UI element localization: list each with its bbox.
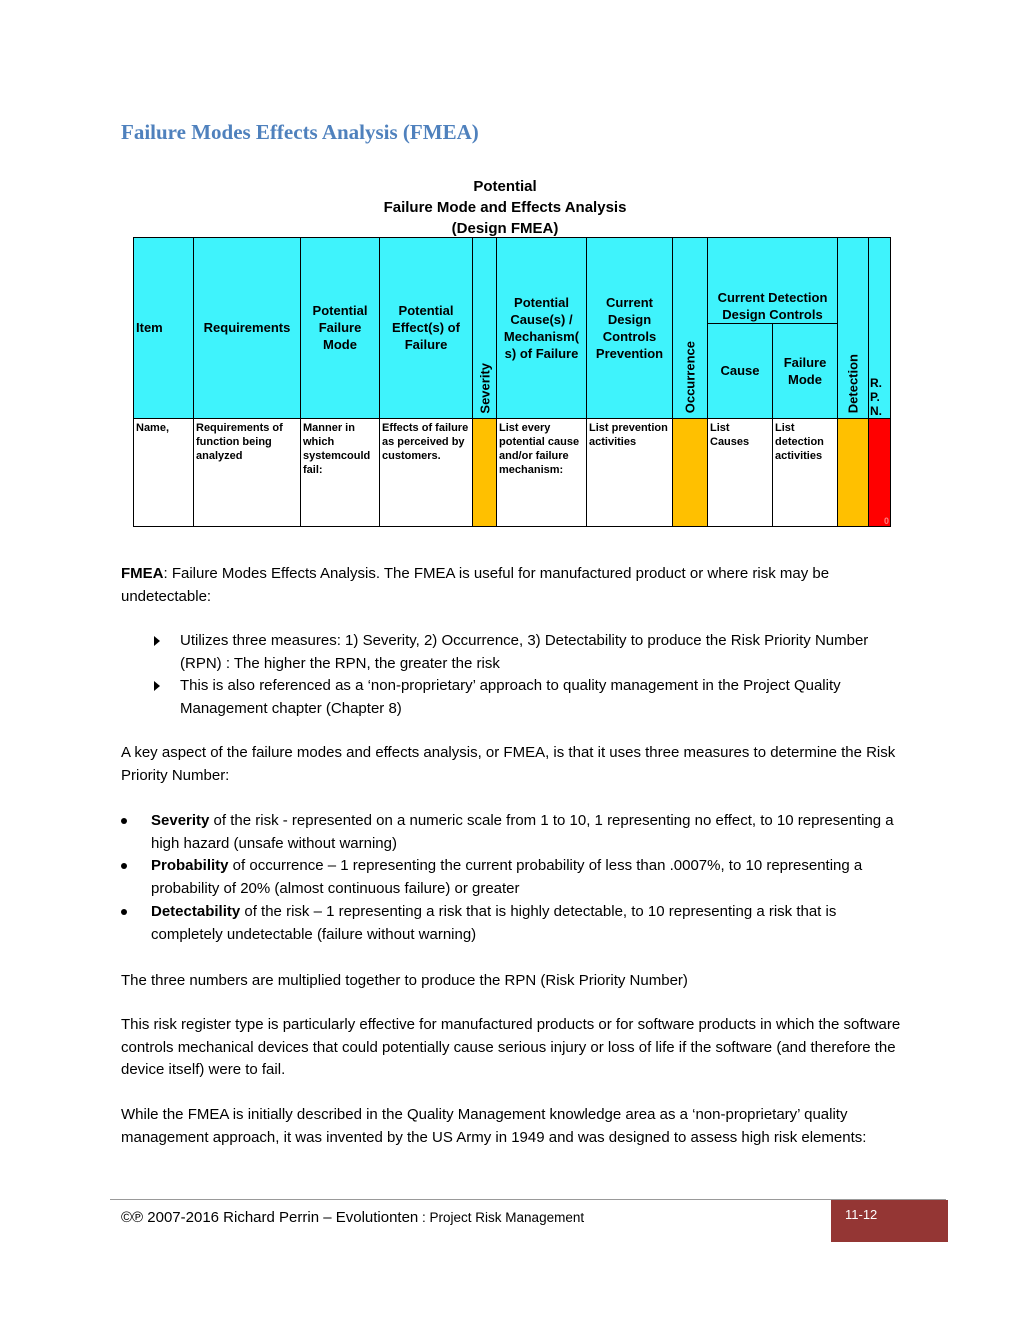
cell-causes: List every potential cause and/or failure mechanism: <box>497 418 587 526</box>
header-design-controls-prevention: Current Design Controls Prevention <box>587 238 673 419</box>
cell-severity <box>473 418 497 526</box>
footer <box>121 1208 584 1228</box>
form-title-line3: (Design FMEA) <box>451 220 559 237</box>
rpn-value: 0 <box>883 515 889 526</box>
arrow-right-icon <box>154 636 160 646</box>
cell-item: Name, <box>134 418 194 526</box>
form-title-line1: Potential <box>473 178 537 195</box>
list-item: Utilizes three measures: 1) Severity, 2) Occurrence, 3) Detectability to produce the Risk Priority Number (RPN) : The higher the RPN, the greater the risk <box>151 630 911 675</box>
cell-prevention: List prevention activities <box>587 418 673 526</box>
header-potential-failure-mode: Potential Failure Mode <box>301 238 380 419</box>
bullet-icon <box>121 818 127 824</box>
cell-detection-activities: List detection activities <box>773 418 838 526</box>
arrow-list <box>151 630 911 721</box>
cell-occurrence <box>673 418 708 526</box>
severity-label: Severity <box>477 362 492 414</box>
cell-requirements: Requirements of function being analyzed <box>194 418 301 526</box>
arrow-right-icon <box>154 681 160 691</box>
list-item: Detectability of the risk – 1 representing a risk that is highly detectable, to 10 representing a risk that is completely undetectable (failure without warning) <box>121 901 911 946</box>
bullet-icon <box>121 863 127 869</box>
cell-effects: Effects of failure as perceived by customers. <box>380 418 473 526</box>
header-failure-mode: Failure Mode <box>773 323 838 418</box>
list-item: This is also referenced as a ‘non-proprietary’ approach to quality management in the Project Quality Management chapter (Chapter 8) <box>151 675 911 720</box>
header-rpn: R. P. N. <box>869 238 891 419</box>
list-item: Severity of the risk - represented on a numeric scale from 1 to 10, 1 representing no effect, to 10 representing a high hazard (unsafe without warning) <box>121 810 911 855</box>
footer-divider <box>110 1199 946 1200</box>
header-occurrence <box>673 238 708 419</box>
fmea-definition-text: : Failure Modes Effects Analysis. The FMEA is useful for manufactured product or where risk may be undetectable: <box>121 565 830 605</box>
list-item: Probability of occurrence – 1 representing the current probability of less than .0007%, to 10 representing a probability of 20% (almost continuous failure) or greater <box>121 855 911 900</box>
header-current-detection-design-controls: Current Detection Design Controls <box>708 289 838 324</box>
occurrence-label: Occurrence <box>682 341 698 414</box>
header-severity <box>473 238 497 419</box>
three-numbers-paragraph: The three numbers are multiplied together to produce the RPN (Risk Priority Number) <box>121 972 688 989</box>
fmea-definition <box>121 563 911 608</box>
footer-subject: : Project Risk Management <box>418 1210 585 1225</box>
header-detection <box>838 238 869 419</box>
footer-copyright: ©℗ 2007-2016 Richard Perrin – Evolutionten <box>121 1209 419 1226</box>
cell-failure-mode: Manner in which systemcould fail: <box>301 418 380 526</box>
header-potential-effects: Potential Effect(s) of Failure <box>380 238 473 419</box>
form-title <box>250 176 760 239</box>
cell-rpn <box>869 418 891 526</box>
header-item: Item <box>134 238 194 419</box>
detection-label: Detection <box>845 354 861 414</box>
fmea-history-paragraph: While the FMEA is initially described in the Quality Management knowledge area as a ‘non-proprietary’ quality management approach, it was invented by the US Army in 1949 and was designed to assess high risk elements: <box>121 1106 867 1146</box>
page-title: Failure Modes Effects Analysis (FMEA) <box>121 120 479 144</box>
header-potential-causes: Potential Cause(s) / Mechanism( s) of Failure <box>497 238 587 419</box>
bullet-icon <box>121 909 127 915</box>
header-cause: Cause <box>708 323 773 418</box>
header-requirements: Requirements <box>194 238 301 419</box>
page-number-badge: 11-12 <box>831 1200 948 1242</box>
key-aspect-paragraph: A key aspect of the failure modes and effects analysis, or FMEA, is that it uses three measures to determine the Risk Priority Number: <box>121 744 896 784</box>
measures-list <box>121 810 911 946</box>
form-title-line2: Failure Mode and Effects Analysis <box>383 199 627 216</box>
fmea-term: FMEA <box>121 565 164 582</box>
cell-cause: List Causes <box>708 418 773 526</box>
fmea-table <box>133 237 891 527</box>
cell-detection <box>838 418 869 526</box>
register-type-paragraph: This risk register type is particularly effective for manufactured products or for software products in which the software controls mechanical devices that could potentially cause serious injury or loss of life if the software (and therefore the device itself) were to fail. <box>121 1016 901 1079</box>
